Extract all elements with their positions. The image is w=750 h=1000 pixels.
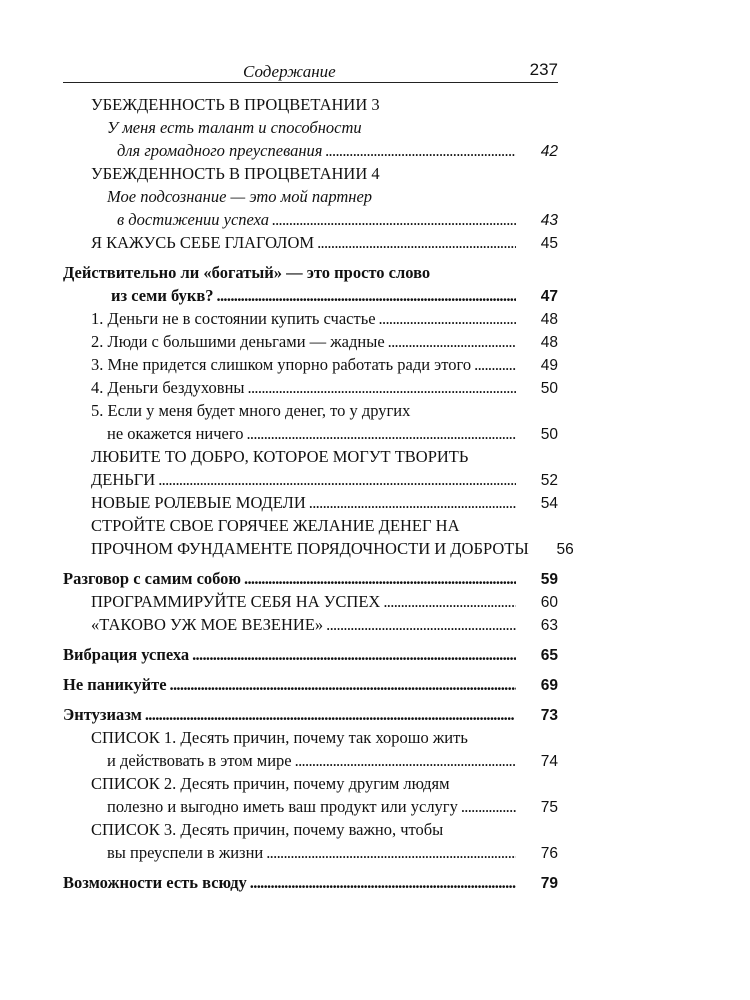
toc-chapter-title: Возможности есть всюду (63, 873, 247, 892)
toc-page-number: 49 (540, 357, 558, 374)
toc-entry (63, 491, 558, 514)
dot-leader (461, 795, 516, 818)
toc-entry-title: ПРОГРАММИРУЙТЕ СЕБЯ НА УСПЕХ (91, 592, 381, 611)
toc-chapter-title: Энтузиазм (63, 705, 142, 724)
dot-leader (474, 353, 516, 376)
dot-leader (145, 703, 516, 726)
toc-entry (63, 116, 558, 139)
dot-leader (383, 590, 516, 613)
toc-chapter-title: Не паникуйте (63, 675, 167, 694)
toc-entry-title: СПИСОК 3. Десять причин, почему важно, чтобы (91, 820, 444, 839)
dot-leader (309, 491, 516, 514)
toc-entry (63, 537, 574, 560)
dot-leader (246, 422, 516, 445)
toc-entry-title: 2. Люди с большими деньгами — жадные (91, 332, 385, 351)
dot-leader (192, 643, 516, 666)
toc-page-number: 73 (540, 707, 558, 724)
toc-page-number: 69 (540, 677, 558, 694)
toc-page-number: 54 (540, 495, 558, 512)
toc-entry (63, 749, 558, 772)
toc-chapter (63, 703, 558, 726)
toc-entry (63, 726, 558, 749)
toc-entry-title: СТРОЙТЕ СВОЕ ГОРЯЧЕЕ ЖЕЛАНИЕ ДЕНЕГ НА (91, 516, 460, 535)
toc-chapter (63, 871, 558, 894)
dot-leader (388, 330, 516, 353)
table-of-contents (63, 93, 574, 894)
toc-page-number: 50 (540, 380, 558, 397)
toc-entry (63, 231, 558, 254)
toc-entry-title: УБЕЖДЕННОСТЬ В ПРОЦВЕТАНИИ 4 (91, 164, 380, 183)
toc-entry (63, 162, 558, 185)
toc-page-number: 74 (540, 753, 558, 770)
toc-entry (63, 399, 558, 422)
toc-page-number: 59 (540, 571, 558, 588)
toc-entry-title: вы преуспели в жизни (107, 843, 264, 862)
toc-entry (63, 445, 558, 468)
toc-page-number: 48 (540, 311, 558, 328)
toc-entry-title: ДЕНЬГИ (91, 470, 156, 489)
running-header (63, 60, 558, 83)
toc-entry (63, 93, 558, 116)
dot-leader (217, 284, 516, 307)
toc-entry-title: «ТАКОВО УЖ МОЕ ВЕЗЕНИЕ» (91, 615, 324, 634)
toc-entry-title: СПИСОК 2. Десять причин, почему другим людям (91, 774, 450, 793)
toc-entry (63, 208, 558, 231)
toc-entry-title: полезно и выгодно иметь ваш продукт или услугу (107, 797, 458, 816)
toc-entry-title: 1. Деньги не в состоянии купить счастье (91, 309, 376, 328)
toc-chapter (63, 567, 558, 590)
toc-entry-title: 4. Деньги бездуховны (91, 378, 245, 397)
toc-entry-title: УБЕЖДЕННОСТЬ В ПРОЦВЕТАНИИ 3 (91, 95, 380, 114)
toc-page-number: 76 (540, 845, 558, 862)
dot-leader (272, 208, 516, 231)
toc-entry-title: и действовать в этом мире (107, 751, 292, 770)
toc-entry-title: Мое подсознание — это мой партнер (107, 187, 373, 206)
toc-page-number: 79 (540, 875, 558, 892)
dot-leader (266, 841, 516, 864)
dot-leader (250, 871, 516, 894)
toc-entry (63, 330, 558, 353)
toc-entry (63, 613, 558, 636)
dot-leader (295, 749, 516, 772)
dot-leader (379, 307, 516, 330)
dot-leader (326, 613, 516, 636)
toc-entry (63, 185, 558, 208)
dot-leader (158, 468, 516, 491)
toc-page-number: 60 (540, 594, 558, 611)
toc-page-number: 75 (540, 799, 558, 816)
header-section-title: Содержание (243, 62, 336, 81)
dot-leader (244, 567, 516, 590)
toc-entry-title: не окажется ничего (107, 424, 244, 443)
toc-page-number: 52 (540, 472, 558, 489)
toc-page-number: 56 (556, 541, 574, 558)
toc-entry (63, 818, 558, 841)
toc-page-number: 63 (540, 617, 558, 634)
toc-entry-title: 3. Мне придется слишком упорно работать ради этого (91, 355, 472, 374)
toc-entry (63, 841, 558, 864)
toc-entry-title: в достижении успеха (117, 210, 269, 229)
dot-leader (170, 673, 516, 696)
toc-page-number: 50 (540, 426, 558, 443)
toc-page-number: 65 (540, 647, 558, 664)
toc-entry-title: 5. Если у меня будет много денег, то у других (91, 401, 411, 420)
toc-entry-title: Я КАЖУСЬ СЕБЕ ГЛАГОЛОМ (91, 233, 315, 252)
toc-chapter-title: Вибрация успеха (63, 645, 190, 664)
toc-chapter-title: Разговор с самим собою (63, 569, 242, 588)
toc-entry (63, 795, 558, 818)
toc-entry-title: СПИСОК 1. Десять причин, почему так хорошо жить (91, 728, 468, 747)
toc-entry (63, 590, 558, 613)
toc-page-number: 48 (540, 334, 558, 351)
toc-entry-title: для громадного преуспевания (117, 141, 323, 160)
toc-entry-title: У меня есть талант и способности (107, 118, 362, 137)
toc-chapter-title: Действительно ли «богатый» — это просто слово (63, 263, 431, 282)
toc-entry (63, 514, 558, 537)
toc-page-number: 45 (540, 235, 558, 252)
toc-entry (63, 376, 558, 399)
toc-chapter (63, 643, 558, 666)
toc-chapter-title: из семи букв? (111, 286, 214, 305)
header-page-number: 237 (529, 60, 558, 79)
toc-entry (63, 353, 558, 376)
toc-chapter (63, 284, 558, 307)
toc-entry-title: ПРОЧНОМ ФУНДАМЕНТЕ ПОРЯДОЧНОСТИ И ДОБРОТЫ (91, 539, 529, 558)
toc-chapter (63, 673, 558, 696)
toc-entry (63, 468, 558, 491)
toc-entry (63, 307, 558, 330)
toc-entry (63, 772, 558, 795)
toc-page-number: 47 (540, 288, 558, 305)
toc-entry-title: ЛЮБИТЕ ТО ДОБРО, КОТОРОЕ МОГУТ ТВОРИТЬ (91, 447, 469, 466)
toc-entry (63, 422, 558, 445)
toc-page-number: 42 (540, 143, 558, 160)
toc-page-number: 43 (540, 212, 558, 229)
toc-chapter (63, 261, 558, 284)
toc-entry (63, 139, 558, 162)
dot-leader (317, 231, 516, 254)
toc-entry-title: НОВЫЕ РОЛЕВЫЕ МОДЕЛИ (91, 493, 306, 512)
dot-leader (248, 376, 516, 399)
dot-leader (325, 139, 516, 162)
